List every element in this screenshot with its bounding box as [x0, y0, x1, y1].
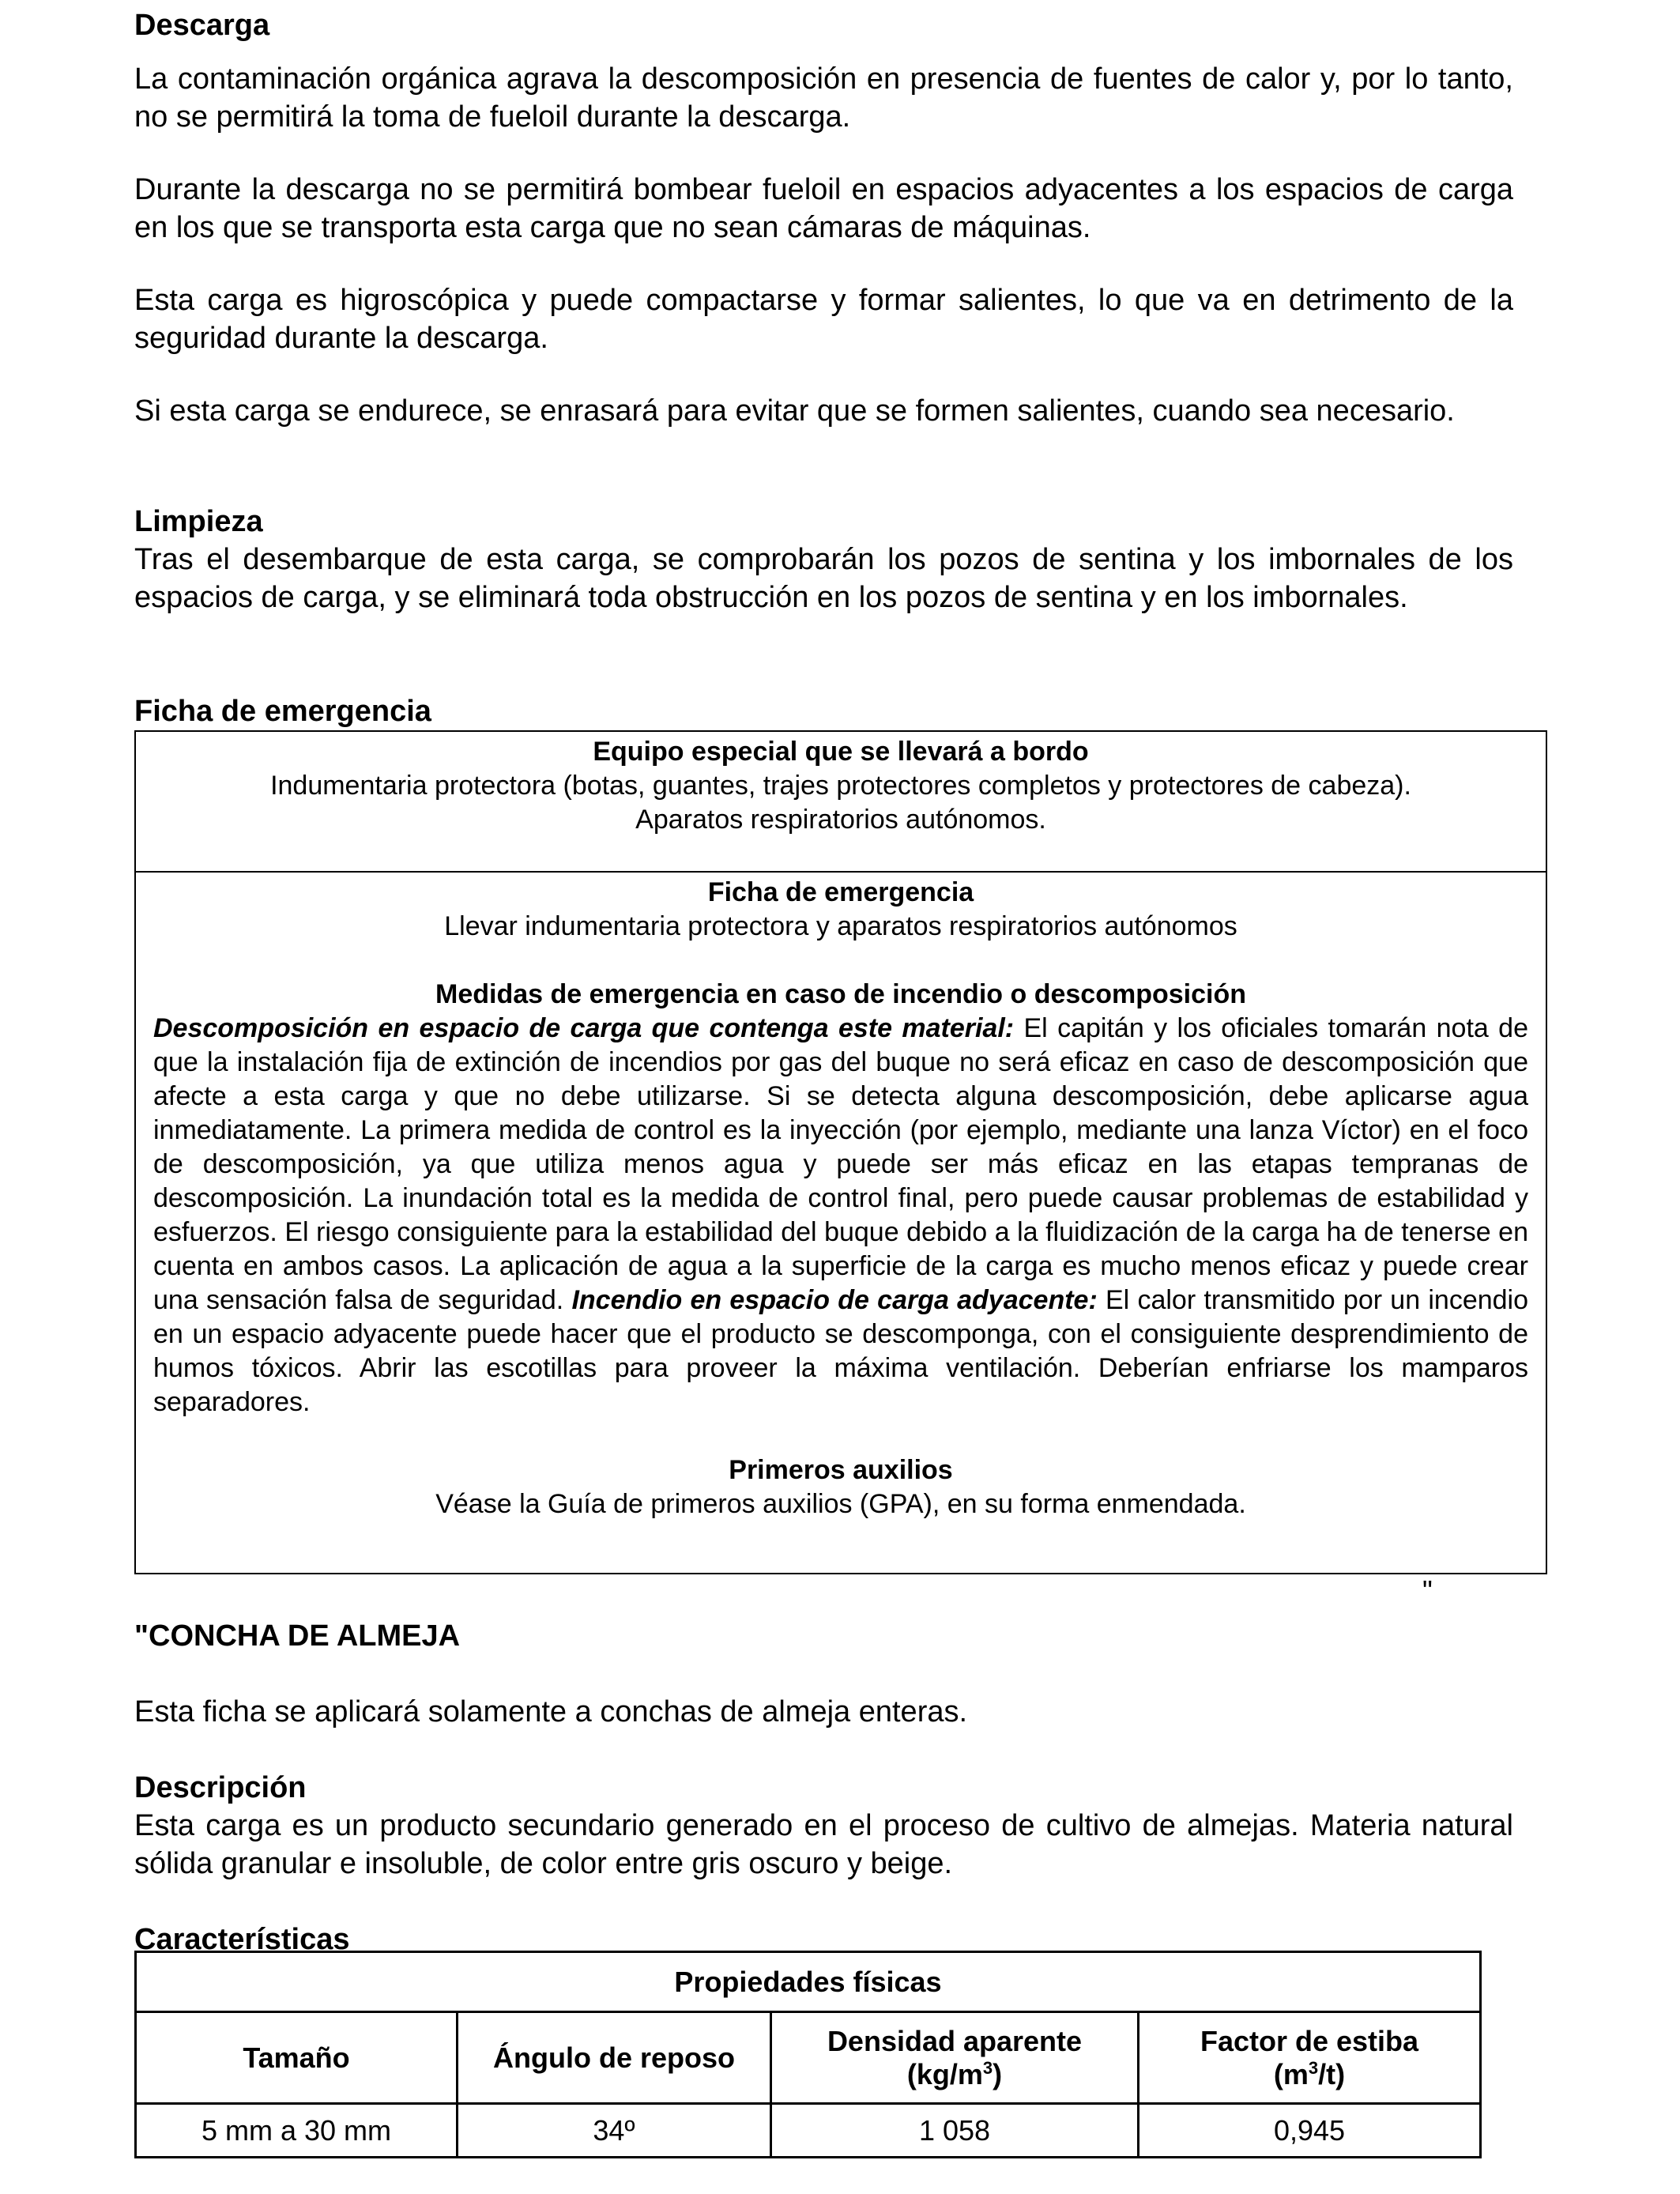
medidas-title: Medidas de emergencia en caso de incendio o descomposición	[435, 979, 1246, 1009]
incendio-text: El calor transmitido por un incendio en un espacio adyacente puede hacer que el producto se descomponga, con el consiguiente desprendimiento de humos tóxicos. Abrir las escotillas para proveer la máxima ventilación. Deberían enfriarse los mamparos separadores.	[153, 1285, 1529, 1417]
table-cell: 5 mm a 30 mm	[136, 2104, 458, 2158]
heading-caracteristicas: Características	[134, 1923, 350, 1956]
equipo-line: Aparatos respiratorios autónomos.	[635, 805, 1046, 835]
heading-concha: "CONCHA DE ALMEJA	[134, 1619, 461, 1653]
concha-section	[134, 1617, 1513, 1958]
descarga-paragraph: Si esta carga se endurece, se enrasará para evitar que se formen salientes, cuando sea necesario.	[134, 394, 1455, 428]
descarga-paragraph: Esta carga es higroscópica y puede compactarse y formar salientes, lo que va en detrimento de la seguridad durante la descarga.	[134, 284, 1513, 355]
header-tamano: Tamaño	[136, 2012, 458, 2104]
heading-descripcion: Descripción	[134, 1771, 307, 1804]
table-cell: 1 058	[771, 2104, 1139, 2158]
table-cell: 34º	[458, 2104, 771, 2158]
descomposicion-text: El capitán y los oficiales tomarán nota de que la instalación fija de extinción de incendios por gas del buque no será eficaz en caso de descomposición que afecte a esta carga y que no debe utilizarse. Si se detecta alguna descomposición, debe aplicarse agua inmediatamente. La primera medida de control es la inyección (por ejemplo, mediante una lanza Víctor) en el foco de descomposición, ya que utiliza menos agua y puede ser más eficaz en las etapas tempranas de descomposición. La inundación total es la medida de control final, pero puede causar problemas de estabilidad y esfuerzos. El riesgo consiguiente para la estabilidad del buque debido a la fluidización de la carga ha de tenerse en cuenta en ambos casos. La aplicación de agua a la superficie de la carga es mucho menos eficaz y puede crear una sensación falsa de seguridad.	[153, 1013, 1528, 1315]
table-title: Propiedades físicas	[136, 1952, 1481, 2012]
closing-quote: "	[1422, 1574, 1433, 1607]
descomposicion-paragraph	[136, 1012, 1546, 1419]
concha-intro: Esta ficha se aplicará solamente a conchas de almeja enteras.	[134, 1695, 968, 1728]
descarga-paragraph: La contaminación orgánica agrava la descomposición en presencia de fuentes de calor y, por lo tanto, no se permitirá la toma de fueloil durante la descarga.	[134, 62, 1513, 134]
equipo-line: Indumentaria protectora (botas, guantes, trajes protectores completos y protectores de cabeza).	[270, 771, 1411, 801]
heading-limpieza: Limpieza	[134, 505, 263, 538]
descomposicion-label: Descomposición en espacio de carga que contenga este material:	[153, 1013, 1015, 1043]
equipo-especial-box	[134, 730, 1547, 873]
equipo-title: Equipo especial que se llevará a bordo	[593, 737, 1089, 767]
descarga-paragraph: Durante la descarga no se permitirá bombear fueloil en espacios adyacentes a los espacios de carga en los que se transporta esta carga que no sean cámaras de máquinas.	[134, 173, 1513, 244]
limpieza-text: Tras el desembarque de esta carga, se comprobarán los pozos de sentina y los imbornales de los espacios de carga, y se eliminará toda obstrucción en los pozos de sentina y en los imbornales.	[134, 543, 1513, 614]
primeros-title: Primeros auxilios	[729, 1455, 953, 1485]
ficha-title: Ficha de emergencia	[707, 877, 974, 907]
propiedades-table	[134, 1951, 1482, 2158]
heading-ficha-emergencia: Ficha de emergencia	[134, 695, 431, 728]
primeros-text: Véase la Guía de primeros auxilios (GPA), en su forma enmendada.	[435, 1489, 1246, 1519]
ficha-text: Llevar indumentaria protectora y aparatos respiratorios autónomos	[444, 911, 1237, 941]
heading-descarga: Descarga	[134, 9, 270, 42]
incendio-label: Incendio en espacio de carga adyacente:	[571, 1285, 1098, 1315]
emergencia-box	[134, 871, 1547, 1574]
header-angulo: Ángulo de reposo	[458, 2012, 771, 2104]
header-densidad: Densidad aparente $(kg/m^3)$	[771, 2012, 1139, 2104]
header-factor-estiba: Factor de estiba $(m^3/t)$	[1139, 2012, 1481, 2104]
table-cell: 0,945	[1139, 2104, 1481, 2158]
descripcion-text: Esta carga es un producto secundario generado en el proceso de cultivo de almejas. Materia natural sólida granular e insoluble, de color entre gris oscuro y beige.	[134, 1809, 1513, 1880]
